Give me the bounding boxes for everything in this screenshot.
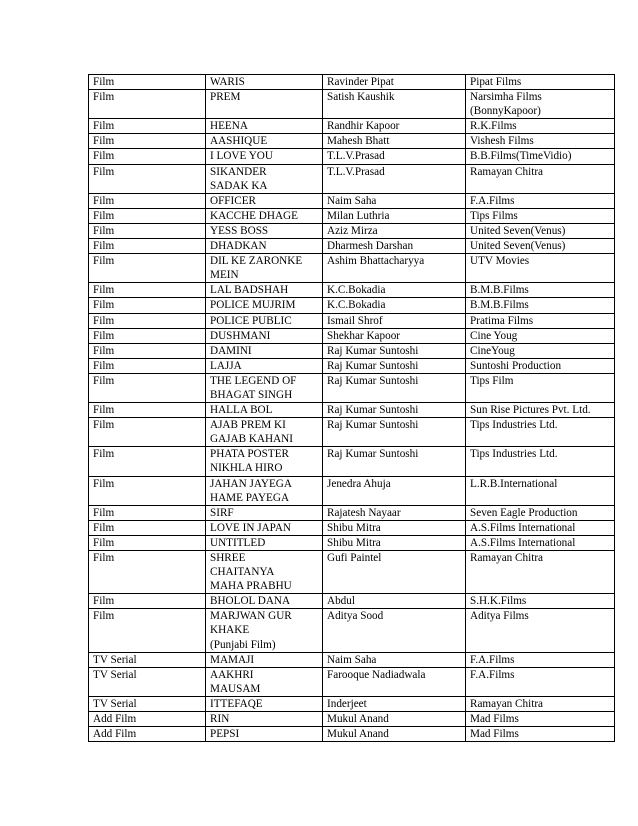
table-row	[89, 149, 615, 164]
production-cell: Ramayan Chitra	[466, 164, 615, 193]
title-cell: LAL BADSHAH	[206, 283, 323, 298]
type-cell: Film	[89, 328, 206, 343]
title-cell: PHATA POSTER NIKHLA HIRO	[206, 447, 323, 476]
type-cell: TV Serial	[89, 667, 206, 696]
type-cell: Film	[89, 447, 206, 476]
title-cell: PREM	[206, 90, 323, 119]
director-cell: Raj Kumar Suntoshi	[323, 447, 466, 476]
type-cell: Film	[89, 75, 206, 90]
director-cell: Ismail Shrof	[323, 313, 466, 328]
production-cell: R.K.Films	[466, 119, 615, 134]
type-cell: Film	[89, 505, 206, 520]
title-cell: WARIS	[206, 75, 323, 90]
table-row	[89, 164, 615, 193]
table-row	[89, 358, 615, 373]
table-row	[89, 208, 615, 223]
director-cell: Mukul Anand	[323, 727, 466, 742]
type-cell: Film	[89, 343, 206, 358]
production-cell: B.M.B.Films	[466, 298, 615, 313]
table-row	[89, 712, 615, 727]
table-row	[89, 239, 615, 254]
director-cell: Naim Saha	[323, 652, 466, 667]
title-cell: THE LEGEND OF BHAGAT SINGH	[206, 373, 323, 402]
type-cell: Film	[89, 149, 206, 164]
production-cell: Tips Industries Ltd.	[466, 447, 615, 476]
director-cell: Farooque Nadiadwala	[323, 667, 466, 696]
table-row	[89, 609, 615, 652]
table-row	[89, 447, 615, 476]
title-cell: DUSHMANI	[206, 328, 323, 343]
production-cell: Vishesh Films	[466, 134, 615, 149]
director-cell: Raj Kumar Suntoshi	[323, 403, 466, 418]
director-cell: Milan Luthria	[323, 208, 466, 223]
production-cell: B.B.Films(TimeVidio)	[466, 149, 615, 164]
table-row	[89, 119, 615, 134]
table-row	[89, 254, 615, 283]
title-cell: UNTITLED	[206, 535, 323, 550]
title-cell: PEPSI	[206, 727, 323, 742]
table-row	[89, 373, 615, 402]
title-cell: AASHIQUE	[206, 134, 323, 149]
table-body	[89, 75, 615, 742]
table-row	[89, 193, 615, 208]
production-cell: Suntoshi Production	[466, 358, 615, 373]
type-cell: Film	[89, 535, 206, 550]
title-cell: SIRF	[206, 505, 323, 520]
director-cell: Mukul Anand	[323, 712, 466, 727]
director-cell: Shibu Mitra	[323, 535, 466, 550]
director-cell: Raj Kumar Suntoshi	[323, 373, 466, 402]
title-cell: MARJWAN GUR KHAKE (Punjabi Film)	[206, 609, 323, 652]
title-cell: LOVE IN JAPAN	[206, 520, 323, 535]
director-cell: Ravinder Pipat	[323, 75, 466, 90]
production-cell: F.A.Films	[466, 193, 615, 208]
director-cell: Abdul	[323, 594, 466, 609]
director-cell: Jenedra Ahuja	[323, 476, 466, 505]
table-row	[89, 328, 615, 343]
production-cell: Pipat Films	[466, 75, 615, 90]
director-cell: Raj Kumar Suntoshi	[323, 418, 466, 447]
type-cell: Film	[89, 119, 206, 134]
production-cell: Pratima Films	[466, 313, 615, 328]
table-row	[89, 505, 615, 520]
type-cell: Film	[89, 594, 206, 609]
production-cell: Narsimha Films (BonnyKapoor)	[466, 90, 615, 119]
table-row	[89, 727, 615, 742]
table-row	[89, 75, 615, 90]
title-cell: AAKHRI MAUSAM	[206, 667, 323, 696]
title-cell: RIN	[206, 712, 323, 727]
director-cell: T.L.V.Prasad	[323, 149, 466, 164]
production-cell: Mad Films	[466, 727, 615, 742]
table-row	[89, 283, 615, 298]
title-cell: HALLA BOL	[206, 403, 323, 418]
table-row	[89, 403, 615, 418]
production-cell: Ramayan Chitra	[466, 696, 615, 711]
production-cell: Tips Films	[466, 208, 615, 223]
type-cell: Add Film	[89, 712, 206, 727]
production-cell: United Seven(Venus)	[466, 223, 615, 238]
production-cell: Cine Youg	[466, 328, 615, 343]
table-row	[89, 90, 615, 119]
title-cell: DIL KE ZARONKE MEIN	[206, 254, 323, 283]
table-row	[89, 313, 615, 328]
production-cell: CineYoug	[466, 343, 615, 358]
director-cell: Dharmesh Darshan	[323, 239, 466, 254]
director-cell: Rajatesh Nayaar	[323, 505, 466, 520]
title-cell: POLICE MUJRIM	[206, 298, 323, 313]
title-cell: AJAB PREM KI GAJAB KAHANI	[206, 418, 323, 447]
table-row	[89, 476, 615, 505]
type-cell: Film	[89, 313, 206, 328]
type-cell: Film	[89, 254, 206, 283]
title-cell: MAMAJI	[206, 652, 323, 667]
production-cell: Ramayan Chitra	[466, 551, 615, 594]
production-cell: Seven Eagle Production	[466, 505, 615, 520]
type-cell: Film	[89, 403, 206, 418]
type-cell: Film	[89, 283, 206, 298]
table-row	[89, 298, 615, 313]
production-cell: F.A.Films	[466, 652, 615, 667]
title-cell: LAJJA	[206, 358, 323, 373]
director-cell: Mahesh Bhatt	[323, 134, 466, 149]
director-cell: Inderjeet	[323, 696, 466, 711]
director-cell: Raj Kumar Suntoshi	[323, 358, 466, 373]
type-cell: Film	[89, 134, 206, 149]
director-cell: Randhir Kapoor	[323, 119, 466, 134]
type-cell: Film	[89, 373, 206, 402]
director-cell: Satish Kaushik	[323, 90, 466, 119]
table-row	[89, 594, 615, 609]
title-cell: KACCHE DHAGE	[206, 208, 323, 223]
type-cell: Film	[89, 476, 206, 505]
production-cell: Tips Film	[466, 373, 615, 402]
director-cell: K.C.Bokadia	[323, 283, 466, 298]
type-cell: Film	[89, 418, 206, 447]
production-cell: Aditya Films	[466, 609, 615, 652]
director-cell: T.L.V.Prasad	[323, 164, 466, 193]
production-cell: Tips Industries Ltd.	[466, 418, 615, 447]
title-cell: OFFICER	[206, 193, 323, 208]
table-row	[89, 551, 615, 594]
table-row	[89, 343, 615, 358]
director-cell: Gufi Paintel	[323, 551, 466, 594]
production-cell: United Seven(Venus)	[466, 239, 615, 254]
title-cell: JAHAN JAYEGA HAME PAYEGA	[206, 476, 323, 505]
type-cell: Film	[89, 609, 206, 652]
type-cell: Film	[89, 90, 206, 119]
production-cell: F.A.Films	[466, 667, 615, 696]
production-cell: A.S.Films International	[466, 520, 615, 535]
type-cell: TV Serial	[89, 696, 206, 711]
table-row	[89, 520, 615, 535]
production-cell: L.R.B.International	[466, 476, 615, 505]
type-cell: Film	[89, 208, 206, 223]
production-cell: Mad Films	[466, 712, 615, 727]
type-cell: TV Serial	[89, 652, 206, 667]
production-cell: UTV Movies	[466, 254, 615, 283]
type-cell: Add Film	[89, 727, 206, 742]
director-cell: Ashim Bhattacharyya	[323, 254, 466, 283]
title-cell: DAMINI	[206, 343, 323, 358]
director-cell: Naim Saha	[323, 193, 466, 208]
table-row	[89, 652, 615, 667]
production-cell: S.H.K.Films	[466, 594, 615, 609]
director-cell: Shibu Mitra	[323, 520, 466, 535]
title-cell: SIKANDER SADAK KA	[206, 164, 323, 193]
type-cell: Film	[89, 520, 206, 535]
table-row	[89, 535, 615, 550]
director-cell: Raj Kumar Suntoshi	[323, 343, 466, 358]
table-row	[89, 418, 615, 447]
director-cell: Aditya Sood	[323, 609, 466, 652]
title-cell: I LOVE YOU	[206, 149, 323, 164]
production-cell: A.S.Films International	[466, 535, 615, 550]
film-credits-table	[88, 74, 615, 742]
type-cell: Film	[89, 223, 206, 238]
director-cell: K.C.Bokadia	[323, 298, 466, 313]
director-cell: Aziz Mirza	[323, 223, 466, 238]
type-cell: Film	[89, 551, 206, 594]
table-row	[89, 696, 615, 711]
type-cell: Film	[89, 298, 206, 313]
title-cell: YESS BOSS	[206, 223, 323, 238]
title-cell: SHREE CHAITANYA MAHA PRABHU	[206, 551, 323, 594]
type-cell: Film	[89, 164, 206, 193]
table-row	[89, 134, 615, 149]
title-cell: ITTEFAQE	[206, 696, 323, 711]
type-cell: Film	[89, 239, 206, 254]
title-cell: HEENA	[206, 119, 323, 134]
type-cell: Film	[89, 358, 206, 373]
production-cell: B.M.B.Films	[466, 283, 615, 298]
type-cell: Film	[89, 193, 206, 208]
table-row	[89, 223, 615, 238]
title-cell: DHADKAN	[206, 239, 323, 254]
table-row	[89, 667, 615, 696]
director-cell: Shekhar Kapoor	[323, 328, 466, 343]
title-cell: POLICE PUBLIC	[206, 313, 323, 328]
title-cell: BHOLOL DANA	[206, 594, 323, 609]
production-cell: Sun Rise Pictures Pvt. Ltd.	[466, 403, 615, 418]
